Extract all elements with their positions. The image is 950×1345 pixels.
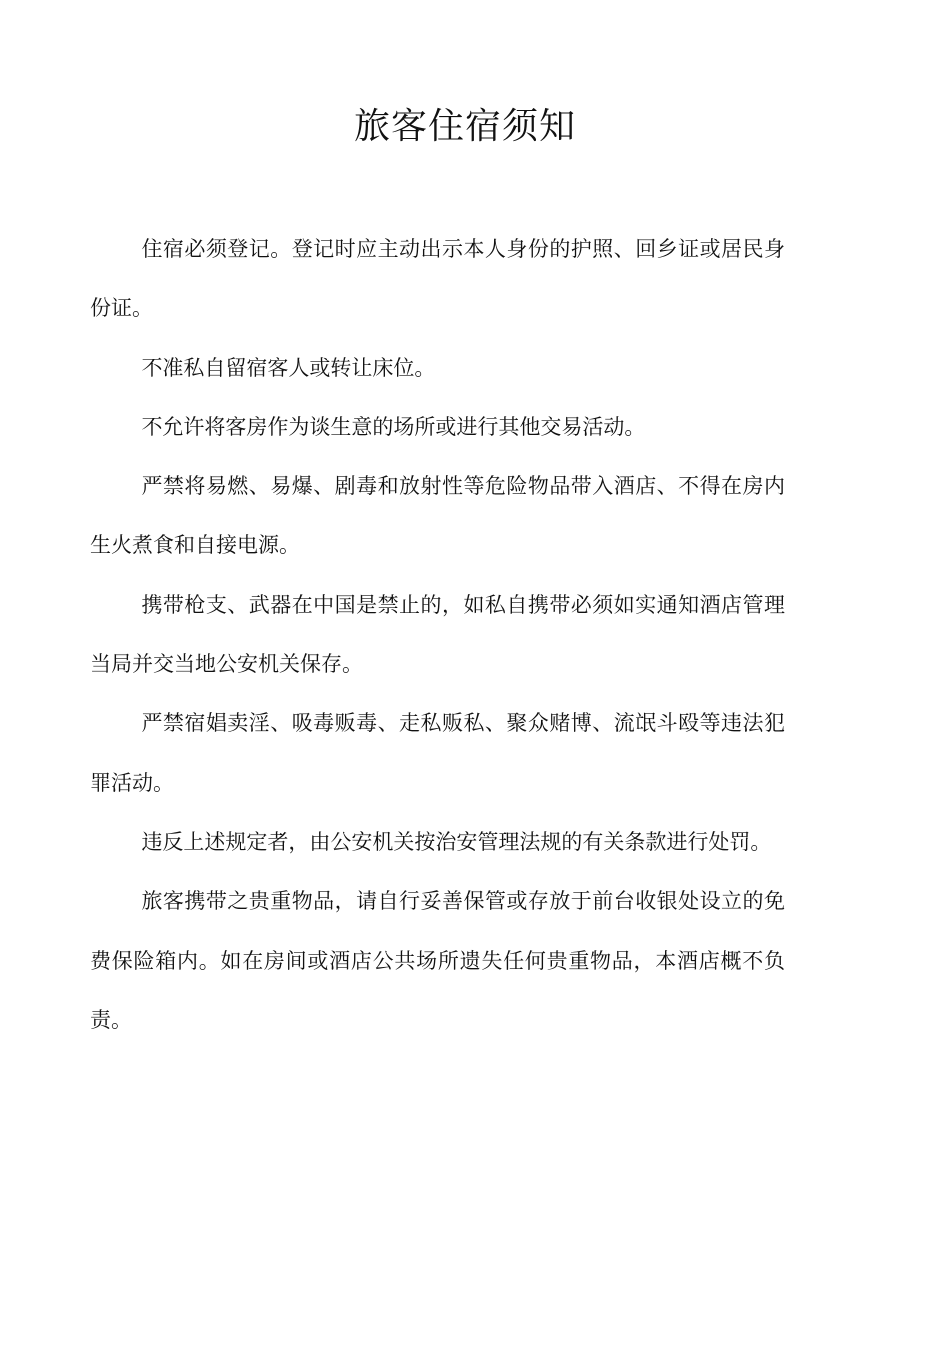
paragraph-illegal-activities: 严禁宿娼卖淫、吸毒贩毒、走私贩私、聚众赌博、流氓斗殴等违法犯罪活动。	[90, 711, 785, 795]
document-title: 旅客住宿须知	[353, 106, 576, 147]
paragraph-no-business: 不允许将客房作为谈生意的场所或进行其他交易活动。	[141, 414, 646, 439]
paragraph-hazardous-items: 严禁将易燃、易爆、剧毒和放射性等危险物品带入酒店、不得在房内生火煮食和自接电源。	[90, 474, 785, 558]
document-body	[90, 220, 785, 1050]
paragraph-no-guests: 不准私自留宿客人或转让床位。	[141, 355, 436, 380]
paragraph-weapons: 携带枪支、武器在中国是禁止的，如私自携带必须如实通知酒店管理当局并交当地公安机关保存。	[90, 592, 785, 677]
paragraph-valuables: 旅客携带之贵重物品，请自行妥善保管或存放于前台收银处设立的免费保险箱内。如在房间或酒店公共场所遗失任何贵重物品，本酒店概不负责。	[90, 889, 785, 1032]
paragraph-penalties: 违反上述规定者，由公安机关按治安管理法规的有关条款进行处罚。	[141, 829, 772, 854]
paragraph-registration: 住宿必须登记。登记时应主动出示本人身份的护照、回乡证或居民身份证。	[90, 237, 785, 321]
